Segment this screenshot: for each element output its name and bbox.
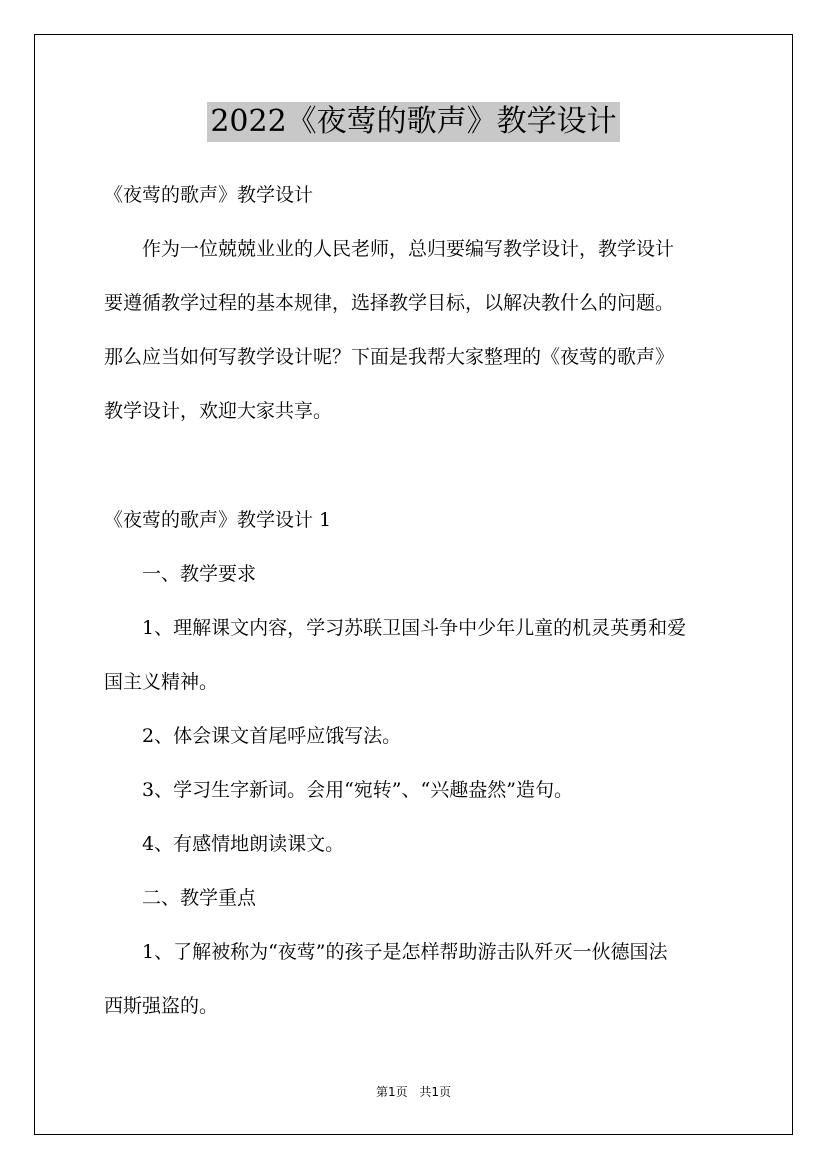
part1-heading: 一、教学要求 xyxy=(142,563,257,585)
page-footer xyxy=(0,1083,827,1100)
requirement-1-line-1: 1、理解课文内容，学习苏联卫国斗争中少年儿童的机灵英勇和爱 xyxy=(142,617,687,639)
title-container xyxy=(0,102,827,142)
key-point-1-line-1: 1、了解被称为“夜莺”的孩子是怎样帮助游击队歼灭一伙德国法 xyxy=(142,941,668,963)
intro-line-2: 要遵循教学过程的基本规律，选择教学目标，以解决教什么的问题。 xyxy=(104,292,675,314)
intro-line-1: 作为一位兢兢业业的人民老师，总归要编写教学设计，教学设计 xyxy=(142,238,675,260)
document-title: 2022《夜莺的歌声》教学设计 xyxy=(207,102,619,142)
requirement-2: 2、体会课文首尾呼应饿写法。 xyxy=(142,725,402,747)
page-total: 共1页 xyxy=(419,1085,452,1099)
page-number: 第1页 xyxy=(375,1085,408,1099)
subtitle: 《夜莺的歌声》教学设计 xyxy=(104,184,314,206)
section-heading: 《夜莺的歌声》教学设计 1 xyxy=(104,509,332,531)
requirement-1-line-2: 国主义精神。 xyxy=(104,671,219,693)
part2-heading: 二、教学重点 xyxy=(142,887,257,909)
requirement-4: 4、有感情地朗读课文。 xyxy=(142,833,345,855)
intro-line-3: 那么应当如何写教学设计呢？下面是我帮大家整理的《夜莺的歌声》 xyxy=(104,346,675,368)
key-point-1-line-2: 西斯强盗的。 xyxy=(104,995,219,1017)
requirement-3: 3、学习生字新词。会用“宛转”、“兴趣盎然”造句。 xyxy=(142,779,573,801)
intro-line-4: 教学设计，欢迎大家共享。 xyxy=(104,400,333,422)
